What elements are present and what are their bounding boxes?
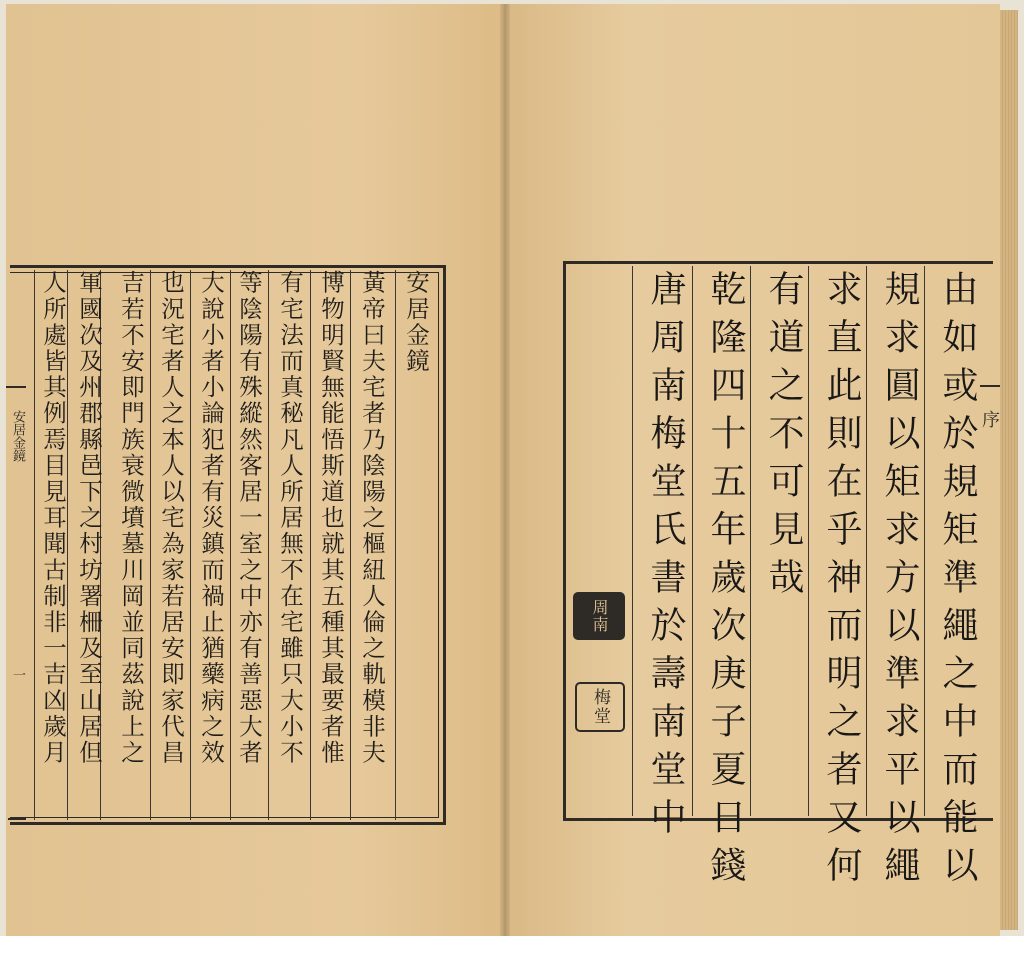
scan-border xyxy=(0,936,1024,960)
text-column: 大說小者小論犯者有災鎮而禍止猶藥病之效 xyxy=(197,270,225,766)
page-header: 安居金鏡 xyxy=(402,270,430,375)
text-column: 有宅法而真秘凡人所居無不在宅雖只大小不 xyxy=(276,270,304,766)
column-rule xyxy=(632,266,633,816)
text-column: 博物明賢無能悟斯道也就其五種其最要者惟 xyxy=(317,270,345,766)
seal-stamp: 周南 xyxy=(573,592,625,640)
fishtail-mark-bottom xyxy=(8,812,26,820)
page-edges xyxy=(1000,10,1018,930)
text-column: 由如或於規矩準繩之中而能以 xyxy=(937,270,978,894)
fold-page-number: 一 xyxy=(10,668,25,681)
text-column: 也況宅者人之本人以宅為家若居安即家代昌 xyxy=(157,270,185,766)
fold-title: 安居金鏡 xyxy=(10,410,25,462)
text-column: 黃帝曰夫宅者乃陰陽之樞紐人倫之軌模非夫 xyxy=(358,270,386,766)
text-column: 唐周南梅堂氏書於壽南堂中 xyxy=(645,270,686,846)
text-column: 求直此則在乎神而明之者又何 xyxy=(821,270,862,894)
book-gutter xyxy=(500,4,510,936)
text-column: 乾隆四十五年歲次庚子夏日錢 xyxy=(705,270,746,894)
text-column: 軍國次及州郡縣邑下之村坊署柵及至山居但 xyxy=(75,270,103,766)
seal-stamp: 梅堂 xyxy=(575,682,625,732)
fishtail-mark xyxy=(6,386,26,398)
text-column: 有道之不可見哉 xyxy=(763,270,804,606)
text-column: 人所處皆其例焉目見耳聞古制非一吉凶歲月 xyxy=(39,270,67,766)
fold-title: 序 xyxy=(979,410,1000,428)
text-column: 吉若不安即門族衰微墳墓川岡並同茲說上之 xyxy=(117,270,145,766)
text-column: 規求圓以矩求方以準求平以繩 xyxy=(879,270,920,894)
text-column: 等陰陽有殊縱然客居一室之中亦有善惡大者 xyxy=(235,270,263,766)
